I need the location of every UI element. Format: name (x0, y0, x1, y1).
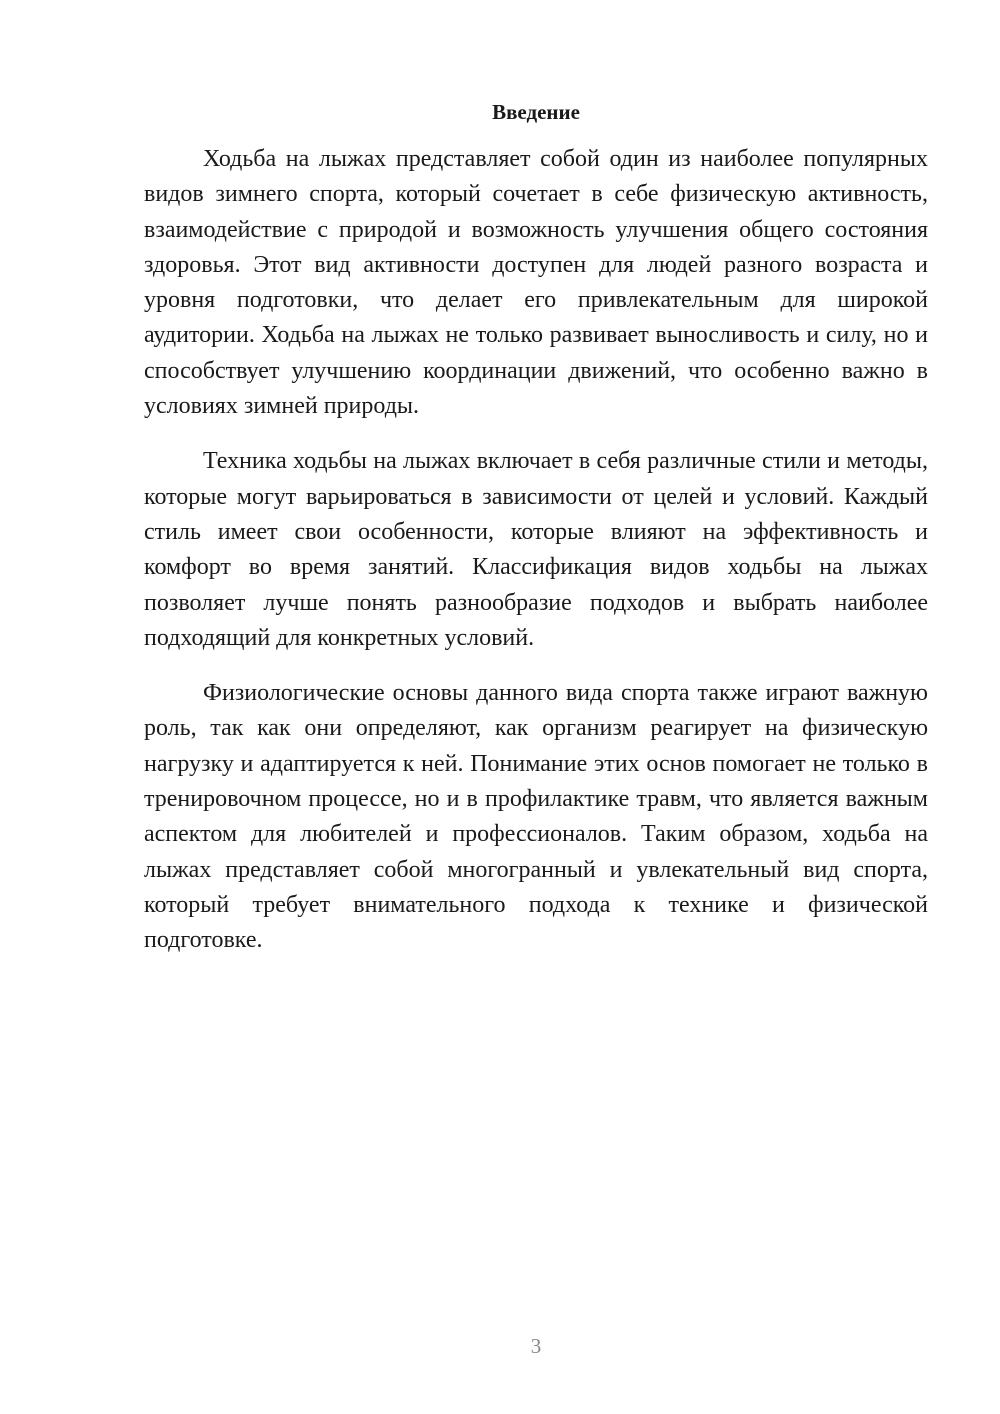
paragraph-2: Техника ходьбы на лыжах включает в себя различные стили и методы, которые могут варьироваться в зависимости от целей и условий. Каждый стиль имеет свои особенности, которые влияют на эффективность и комфорт во время занятий. Классификация видов ходьбы на лыжах позволяет лучше понять разнообразие подходов и выбрать наиболее подходящий для конкретных условий. (144, 448, 928, 651)
page-heading: Введение (492, 100, 580, 124)
paragraph-1: Ходьба на лыжах представляет собой один из наиболее популярных видов зимнего спорта, который сочетает в себе физическую активность, взаимодействие с природой и возможность улучшения общего состояния здоровья. Этот вид активности доступен для людей разного возраста и уровня подготовки, что делает его привлекательным для широкой аудитории. Ходьба на лыжах не только развивает выносливость и силу, но и способствует улучшению координации движений, что особенно важно в условиях зимней природы. (144, 146, 928, 420)
page-number: 3 (530, 1334, 542, 1358)
body-text (144, 142, 928, 979)
paragraph-3: Физиологические основы данного вида спорта также играют важную роль, так как они определяют, как организм реагирует на физическую нагрузку и адаптируется к ней. Понимание этих основ помогает не только в тренировочном процессе, но и в профилактике травм, что является важным аспектом для любителей и профессионалов. Таким образом, ходьба на лыжах представляет собой многогранный и увлекательный вид спорта, который требует внимательного подхода к технике и физической подготовке. (144, 680, 928, 954)
